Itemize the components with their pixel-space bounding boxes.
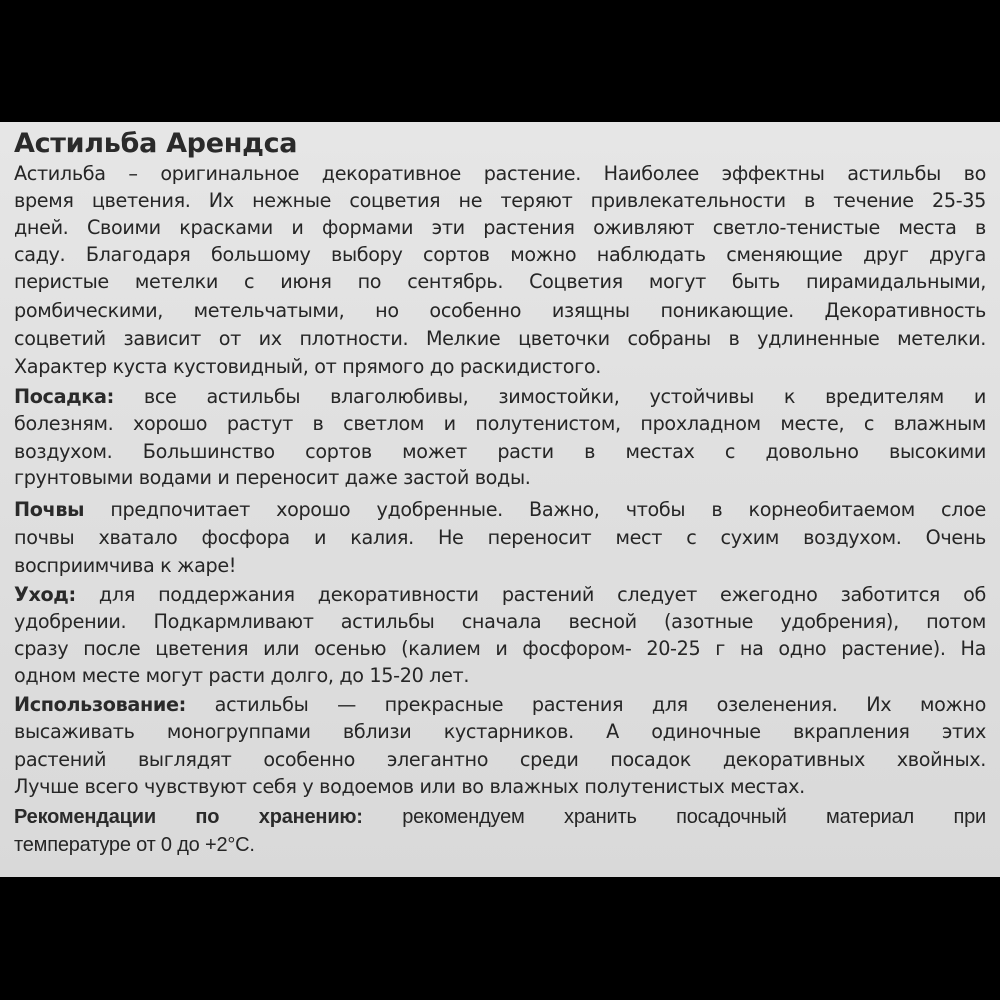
- intro-line: время цветения. Их нежные соцветия не теряют привлекательности в течение 25-35: [14, 189, 986, 212]
- section-usage-line: высаживать моногруппами вблизи кустарников. А одиночные вкрапления этих: [14, 720, 986, 743]
- section-care-line: одном месте могут расти долго, до 15-20 лет.: [14, 664, 470, 687]
- section-usage-line: Использование: астильбы — прекрасные растения для озеленения. Их можно: [14, 693, 986, 716]
- document-title: Астильба Арендса: [14, 128, 298, 159]
- intro-line: перистые метелки с июня по сентябрь. Соцветия могут быть пирамидальными,: [14, 270, 986, 293]
- section-heading-soil: Почвы: [14, 498, 85, 521]
- section-heading-planting: Посадка:: [14, 385, 114, 408]
- section-planting-line: Посадка: все астильбы влаголюбивы, зимостойки, устойчивы к вредителям и: [14, 385, 986, 408]
- intro-line: ромбическими, метельчатыми, но особенно изящны поникающие. Декоративность: [14, 299, 986, 322]
- section-planting-line: болезням. хорошо растут в светлом и полутенистом, прохладном месте, с влажным: [14, 412, 986, 435]
- section-soil-line: Почвы предпочитает хорошо удобренные. Важно, чтобы в корнеобитаемом слое: [14, 498, 986, 521]
- intro-line: дней. Своими красками и формами эти растения оживляют светло-тенистые места в: [14, 216, 986, 239]
- section-storage-line: Рекомендации по хранению: рекомендуем хранить посадочный материал при: [14, 806, 986, 828]
- section-usage-line: Лучше всего чувствуют себя у водоемов или во влажных полутенистых местах.: [14, 775, 805, 798]
- section-soil-line: восприимчива к жаре!: [14, 554, 237, 577]
- section-heading-storage: Рекомендации по хранению:: [14, 806, 363, 828]
- section-care-line: удобрении. Подкармливают астильбы сначала весной (азотные удобрения), потом: [14, 610, 986, 633]
- section-soil-line: почвы хватало фосфора и калия. Не переносит мест с сухим воздухом. Очень: [14, 526, 986, 549]
- intro-line: соцветий зависит от их плотности. Мелкие цветочки собраны в удлиненные метелки.: [14, 327, 986, 350]
- section-storage-line: температуре от 0 до +2°С.: [14, 834, 255, 856]
- section-planting-line: воздухом. Большинство сортов может расти в местах с довольно высокими: [14, 440, 986, 463]
- intro-line: Астильба – оригинальное декоративное растение. Наиболее эффектны астильбы во: [14, 162, 986, 185]
- section-care-line: сразу после цветения или осенью (калием и фосфором- 20-25 г на одно растение). На: [14, 637, 986, 660]
- section-usage-line: растений выглядят особенно элегантно среди посадок декоративных хвойных.: [14, 748, 986, 771]
- intro-line: саду. Благодаря большому выбору сортов можно наблюдать сменяющие друг друга: [14, 243, 986, 266]
- intro-line: Характер куста кустовидный, от прямого до раскидистого.: [14, 355, 601, 378]
- section-care-line: Уход: для поддержания декоративности растений следует ежегодно заботится об: [14, 583, 986, 606]
- section-heading-care: Уход:: [14, 583, 76, 606]
- section-heading-usage: Использование:: [14, 693, 186, 716]
- section-planting-line: грунтовыми водами и переносит даже застой воды.: [14, 466, 531, 489]
